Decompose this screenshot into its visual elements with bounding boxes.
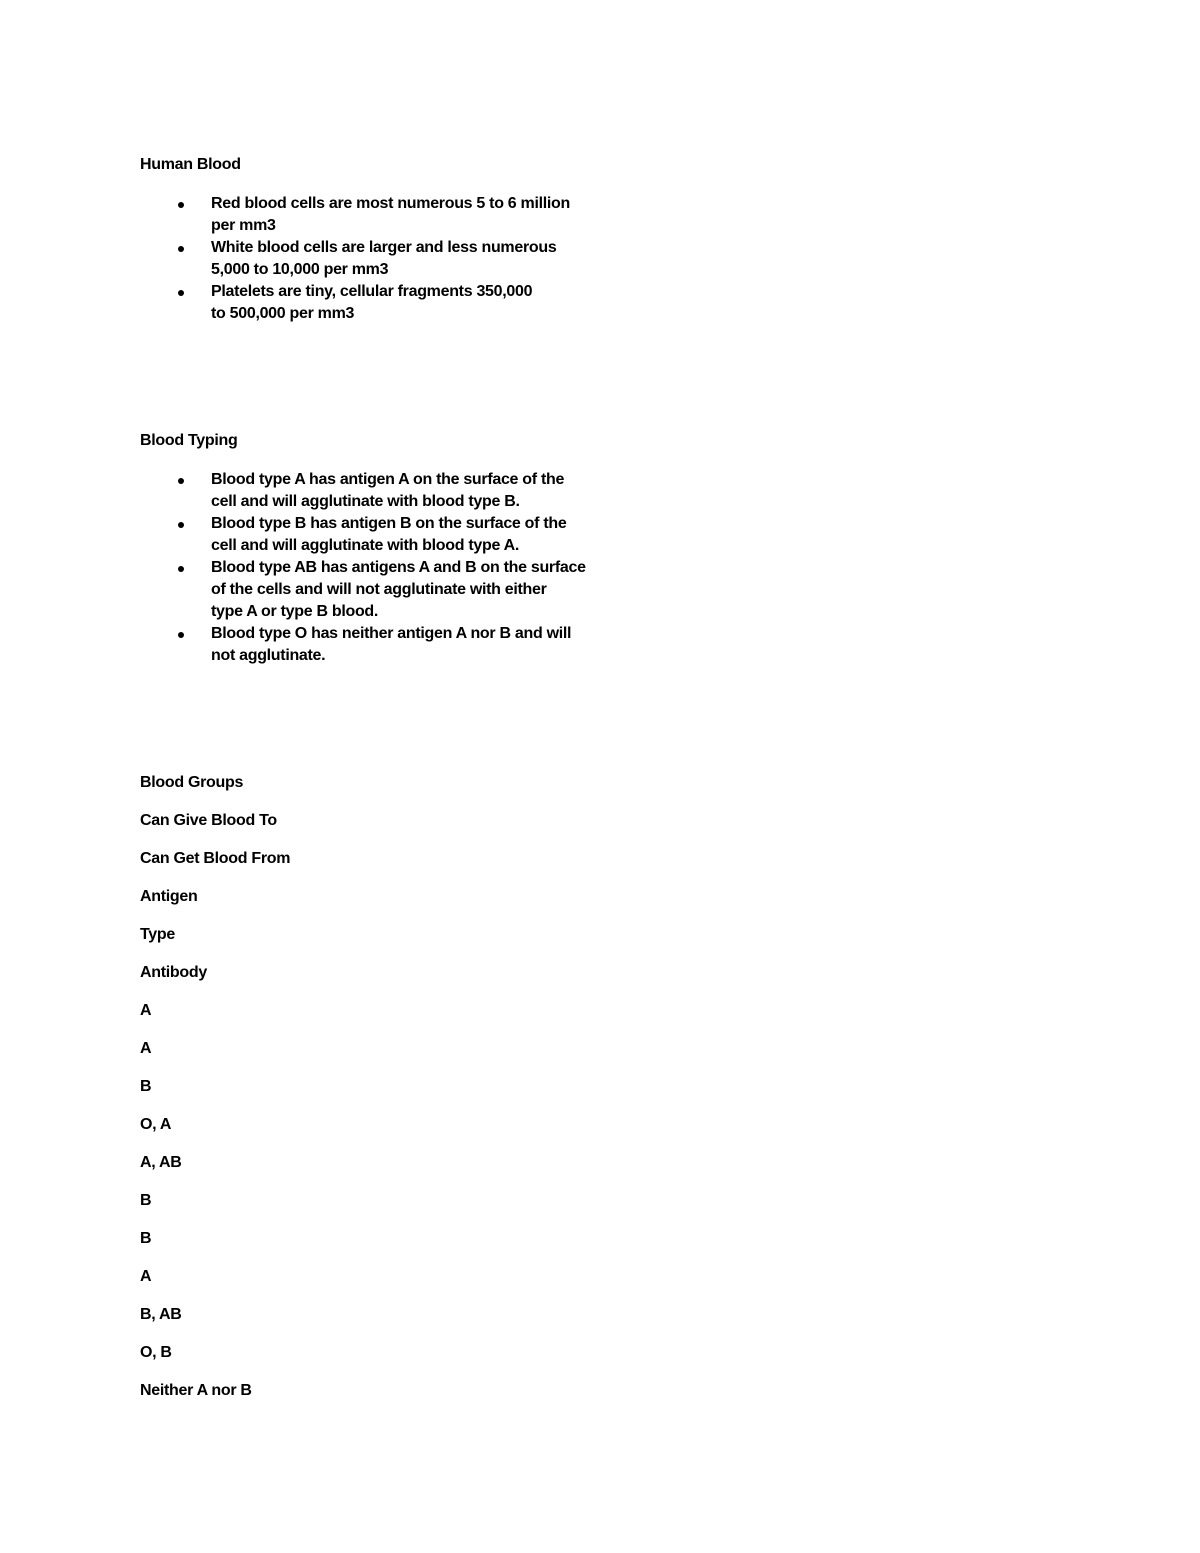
list-item-text: Blood type A has antigen A on the surface of the cell and will agglutinate with blood type B.	[211, 471, 565, 510]
column-header-antigen: Antigen	[140, 888, 198, 905]
list-item	[176, 469, 636, 513]
table-cell: Neither A nor B	[140, 1382, 252, 1399]
table-cell: A	[140, 1002, 152, 1019]
bullet-icon	[178, 202, 184, 208]
list-item-text: Red blood cells are most numerous 5 to 6 million per mm3	[211, 195, 571, 234]
column-header-type: Type	[140, 926, 175, 943]
table-cell: B, AB	[140, 1306, 182, 1323]
list-item	[176, 193, 636, 237]
list-item	[176, 513, 636, 557]
bullet-icon	[178, 246, 184, 252]
column-header-get-from: Can Get Blood From	[140, 850, 291, 867]
bullet-icon	[178, 632, 184, 638]
blood-groups-heading: Blood Groups	[140, 774, 244, 791]
human-blood-heading: Human Blood	[140, 156, 241, 173]
table-cell: B	[140, 1192, 152, 1209]
list-item	[176, 237, 636, 281]
bullet-icon	[178, 566, 184, 572]
column-header-give-to: Can Give Blood To	[140, 812, 277, 829]
bullet-icon	[178, 522, 184, 528]
list-item-text: Blood type B has antigen B on the surface of the cell and will agglutinate with blood type A.	[211, 515, 567, 554]
blood-groups-table-text	[140, 772, 290, 1418]
bullet-icon	[178, 478, 184, 484]
table-cell: A, AB	[140, 1154, 182, 1171]
table-cell: O, B	[140, 1344, 172, 1361]
table-cell: A	[140, 1268, 152, 1285]
list-item-text: Blood type O has neither antigen A nor B and will not agglutinate.	[211, 625, 572, 664]
list-item-text: Platelets are tiny, cellular fragments 350,000 to 500,000 per mm3	[211, 283, 533, 322]
table-cell: B	[140, 1078, 152, 1095]
bullet-icon	[178, 290, 184, 296]
human-blood-list	[176, 193, 636, 325]
list-item	[176, 623, 636, 667]
list-item-text: Blood type AB has antigens A and B on the surface of the cells and will not agglutinate with either type A or type B blood.	[211, 559, 586, 620]
table-cell: A	[140, 1040, 152, 1057]
table-cell: B	[140, 1230, 152, 1247]
list-item	[176, 281, 636, 325]
column-header-antibody: Antibody	[140, 964, 207, 981]
table-cell: O, A	[140, 1116, 172, 1133]
blood-typing-heading: Blood Typing	[140, 432, 238, 449]
list-item	[176, 557, 636, 623]
list-item-text: White blood cells are larger and less numerous 5,000 to 10,000 per mm3	[211, 239, 557, 278]
blood-typing-list	[176, 469, 636, 667]
